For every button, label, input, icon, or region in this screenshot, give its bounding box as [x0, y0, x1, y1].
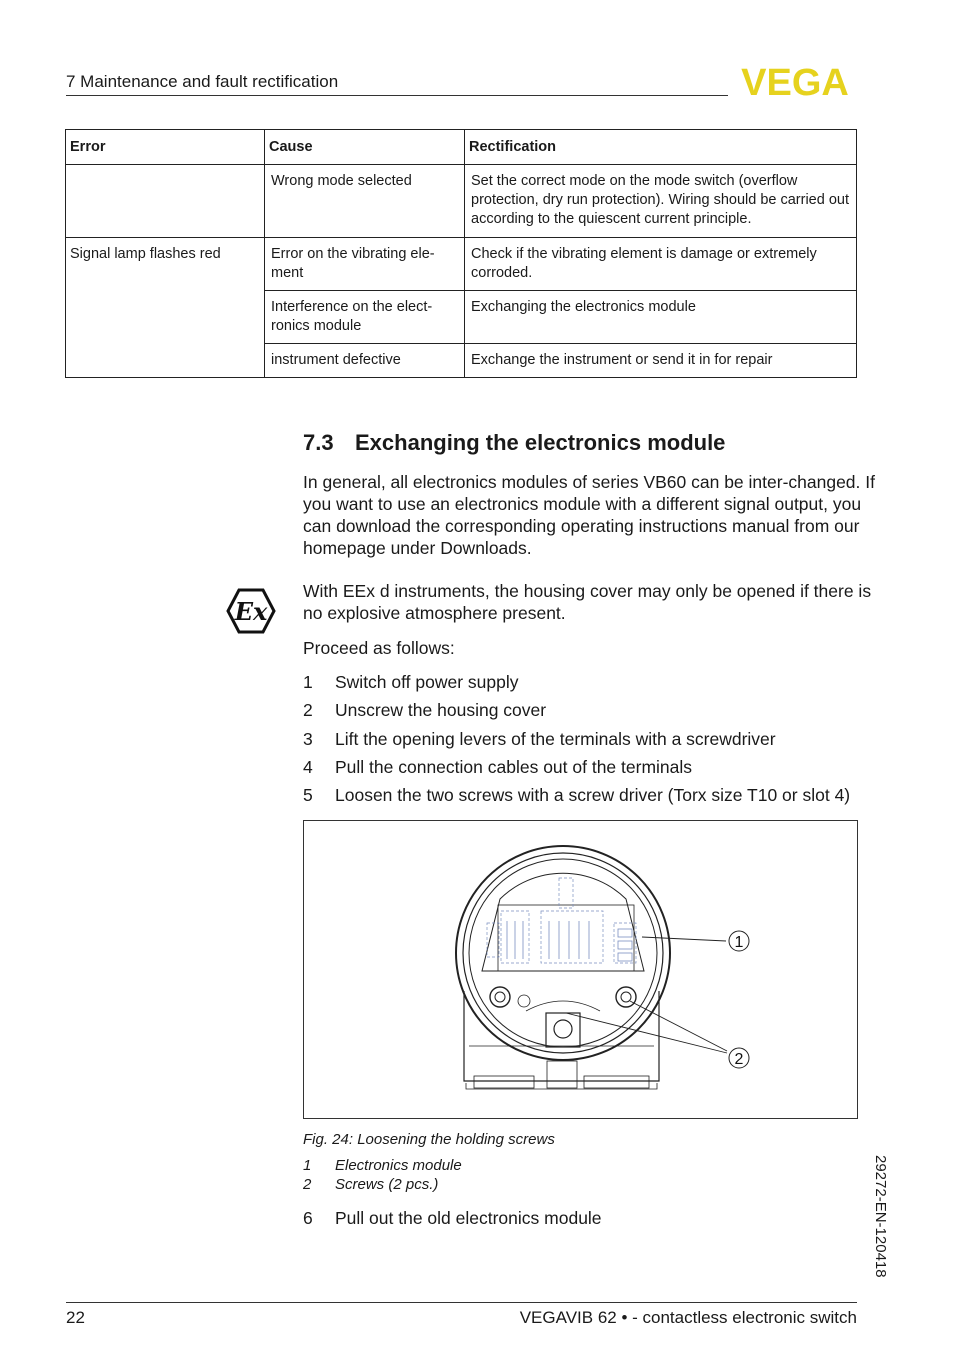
step-text: Loosen the two screws with a screw driver (Torx size T10 or slot 4) — [335, 785, 851, 805]
step-number: 5 — [303, 785, 313, 805]
figure-caption: Fig. 24: Loosening the holding screws — [303, 1131, 555, 1148]
proceed-text: Proceed as follows: — [303, 638, 455, 658]
vega-logo — [733, 64, 858, 103]
step-number: 4 — [303, 757, 313, 777]
section-heading — [303, 430, 725, 456]
step-text: Unscrew the housing cover — [335, 700, 547, 720]
document-code: 29272-EN-120418 — [872, 1155, 889, 1278]
step-6 — [303, 1208, 602, 1229]
legend-item-2 — [303, 1176, 438, 1193]
section-number: 7.3 — [303, 430, 334, 455]
callout-1: 1 — [734, 934, 744, 951]
legend-number: 2 — [303, 1176, 312, 1193]
table-header-cause: Cause — [265, 130, 465, 165]
footer-rule — [66, 1302, 857, 1303]
step-5 — [303, 785, 850, 806]
step-number: 6 — [303, 1208, 313, 1228]
table-cell — [66, 165, 265, 238]
section-title: Exchanging the electronics module — [355, 430, 726, 455]
table-cell: Exchange the instrument or send it in for repair — [465, 344, 857, 378]
table-cell: Exchanging the electronics module — [465, 291, 857, 344]
table-row — [66, 238, 857, 291]
table-row — [66, 165, 857, 238]
step-text: Pull the connection cables out of the terminals — [335, 757, 693, 777]
step-text: Switch off power supply — [335, 672, 519, 692]
step-2 — [303, 700, 546, 721]
running-header: 7 Maintenance and fault rectification — [66, 72, 339, 91]
step-text: Pull out the old electronics module — [335, 1208, 602, 1228]
page-number: 22 — [66, 1308, 85, 1327]
step-text: Lift the opening levers of the terminals with a screwdriver — [335, 729, 776, 749]
table-header-error: Error — [66, 130, 265, 165]
table-cell: Interference on the elect-ronics module — [265, 291, 465, 344]
step-4 — [303, 757, 692, 778]
step-1 — [303, 672, 519, 693]
table-cell: Check if the vibrating element is damage or extremely corroded. — [465, 238, 857, 291]
header-rule — [66, 95, 728, 96]
table-header-rectification: Rectification — [465, 130, 857, 165]
legend-number: 1 — [303, 1157, 312, 1174]
table-cell: Signal lamp flashes red — [66, 238, 265, 378]
svg-text:Ex: Ex — [234, 597, 268, 626]
legend-text: Electronics module — [335, 1157, 462, 1174]
legend-text: Screws (2 pcs.) — [335, 1176, 439, 1193]
step-3 — [303, 729, 776, 750]
table-header-row — [66, 130, 857, 165]
table-cell: Error on the vibrating ele-ment — [265, 238, 465, 291]
callout-2: 2 — [734, 1051, 744, 1068]
figure-box — [303, 820, 858, 1119]
table-cell: Set the correct mode on the mode switch (overflow protection, dry run protection). Wiring should be carried out according to the quiescent current principle. — [465, 165, 857, 238]
step-number: 2 — [303, 700, 313, 720]
table-cell: Wrong mode selected — [265, 165, 465, 238]
error-table — [65, 129, 857, 378]
explosion-protection-icon — [226, 588, 276, 639]
footer-title: VEGAVIB 62 • - contactless electronic switch — [519, 1308, 857, 1327]
intro-paragraph: In general, all electronics modules of series VB60 can be inter-changed. If you want to use an electronics module with a different signal output, you can download the corresponding operating instructions manual from our homepage under Downloads. — [303, 472, 875, 558]
step-number: 1 — [303, 672, 313, 692]
table-cell: instrument defective — [265, 344, 465, 378]
step-number: 3 — [303, 729, 313, 749]
housing-drawing — [304, 821, 857, 1118]
legend-item-1 — [303, 1157, 462, 1174]
ex-note: With EEx d instruments, the housing cover may only be opened if there is no explosive atmosphere present. — [303, 581, 872, 623]
logo-text: VEGA — [741, 64, 849, 98]
